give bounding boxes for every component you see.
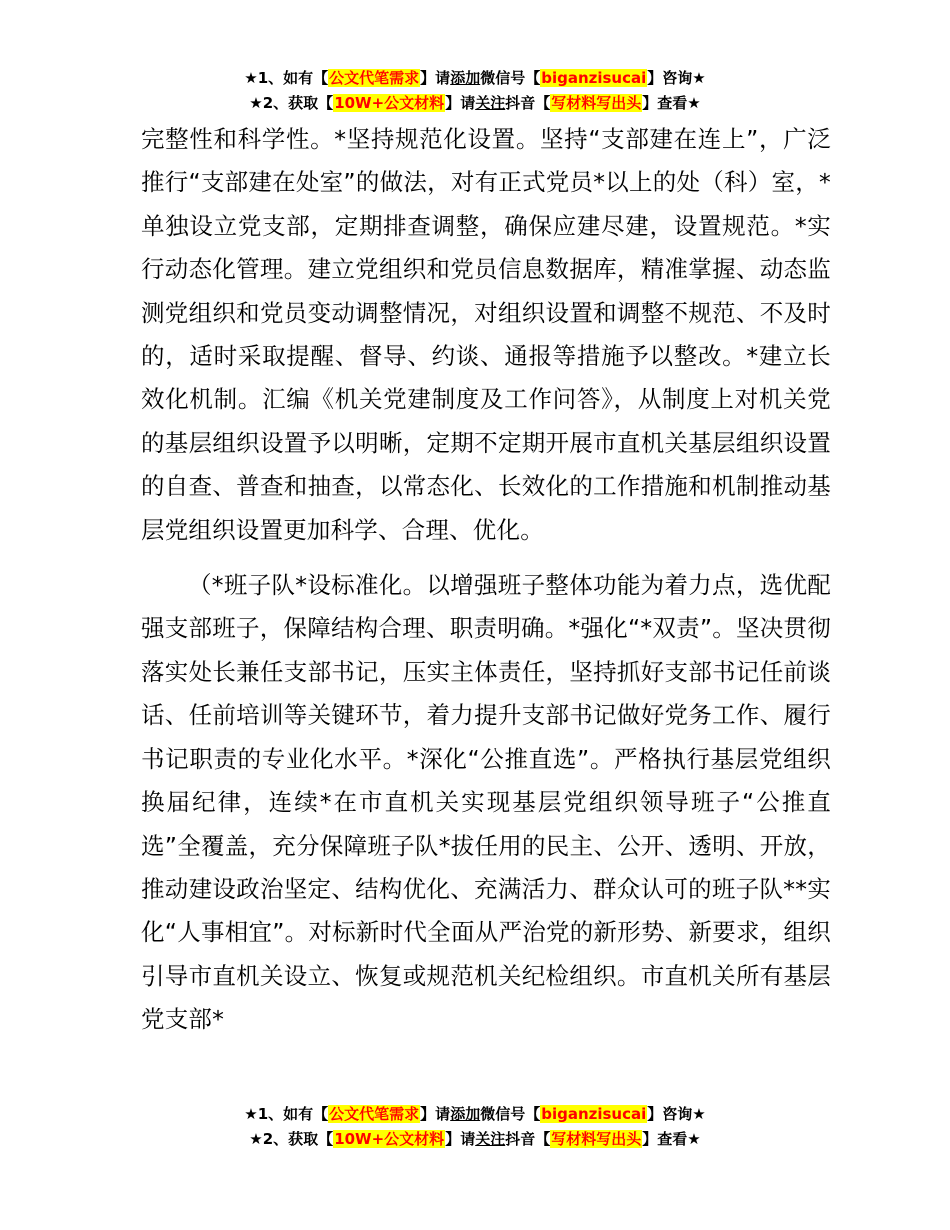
paragraph-organization-setup: 完整性和科学性。*坚持规范化设置。坚持“支部建在连上”，广泛推行“支部建在处室”的做法，对有正式党员*以上的处（科）室，*单独设立党支部，定期排查调整，确保应建尽建，设置规范。*实行动态化管理。建立党组织和党员信息数据库，精准掌握、动态监测党组织和党员变动调整情况，对组织设置和调整不规范、不及时的，适时采取提醒、督导、约谈、通报等措施予以整改。*建立长效化机制。汇编《机关党建制度及工作问答》，从制度上对机关党的基层组织设置予以明晰，定期不定期开展市直机关基层组织设置的自查、普查和抽查，以常态化、长效化的工作措施和机制推动基层党组织设置更加科学、合理、优化。 [141,125,831,544]
banner-text: 抖音【 [505,94,551,112]
banner-highlight: 10W+公文材料 [334,94,445,112]
banner-text: ★2、获取【 [249,1130,334,1148]
banner-line-2 [0,91,950,116]
banner-highlight: 10W+公文材料 [334,1130,445,1148]
banner-text: 】查看★ [642,1130,701,1148]
banner-underline: 关注 [475,1130,506,1148]
banner-text: 微信号【 [480,69,541,87]
wechat-id-highlight: biganzisucai [541,69,647,87]
banner-text: 】请 [445,94,476,112]
banner-text: 】查看★ [642,94,701,112]
banner-text: 】请 [445,1130,476,1148]
banner-text: ★1、如有【 [244,69,329,87]
douyin-id-highlight: 写材料写出头 [551,1130,642,1148]
douyin-id-highlight: 写材料写出头 [551,94,642,112]
wechat-id-highlight: biganzisucai [541,1105,647,1123]
banner-text: 】咨询★ [647,69,706,87]
banner-text: 】请 [420,1105,451,1123]
banner-text: ★1、如有【 [244,1105,329,1123]
banner-text: 抖音【 [505,1130,551,1148]
banner-text: 】请 [420,69,451,87]
banner-highlight: 公文代笔需求 [329,69,420,87]
paragraph-team-standardization: （*班子队*设标准化。以增强班子整体功能为着力点，选优配强支部班子，保障结构合理、职责明确。*强化“*双责”。坚决贯彻落实处长兼任支部书记，压实主体责任，坚持抓好支部书记任前谈话、任前培训等关键环节，着力提升支部书记做好党务工作、履行书记职责的专业化水平。*深化“公推直选”。严格执行基层党组织换届纪律，连续*在市直机关实现基层党组织领导班子“公推直选”全覆盖，充分保障班子队*拔任用的民主、公开、透明、开放，推动建设政治坚定、结构优化、充满活力、群众认可的班子队**实化“人事相宜”。对标新时代全面从严治党的新形势、新要求，组织引导市直机关设立、恢复或规范机关纪检组织。市直机关所有基层党支部* [141,571,831,1034]
banner-line-2 [0,1127,950,1152]
banner-underline: 关注 [475,94,506,112]
banner-line-1 [0,66,950,91]
footer-banner [0,1102,950,1152]
banner-underline: 添加 [450,1105,481,1123]
banner-text: 】咨询★ [647,1105,706,1123]
document-body [141,118,831,1042]
banner-line-1 [0,1102,950,1127]
header-banner [0,66,950,116]
banner-highlight: 公文代笔需求 [329,1105,420,1123]
banner-underline: 添加 [450,69,481,87]
banner-text: 微信号【 [480,1105,541,1123]
banner-text: ★2、获取【 [249,94,334,112]
